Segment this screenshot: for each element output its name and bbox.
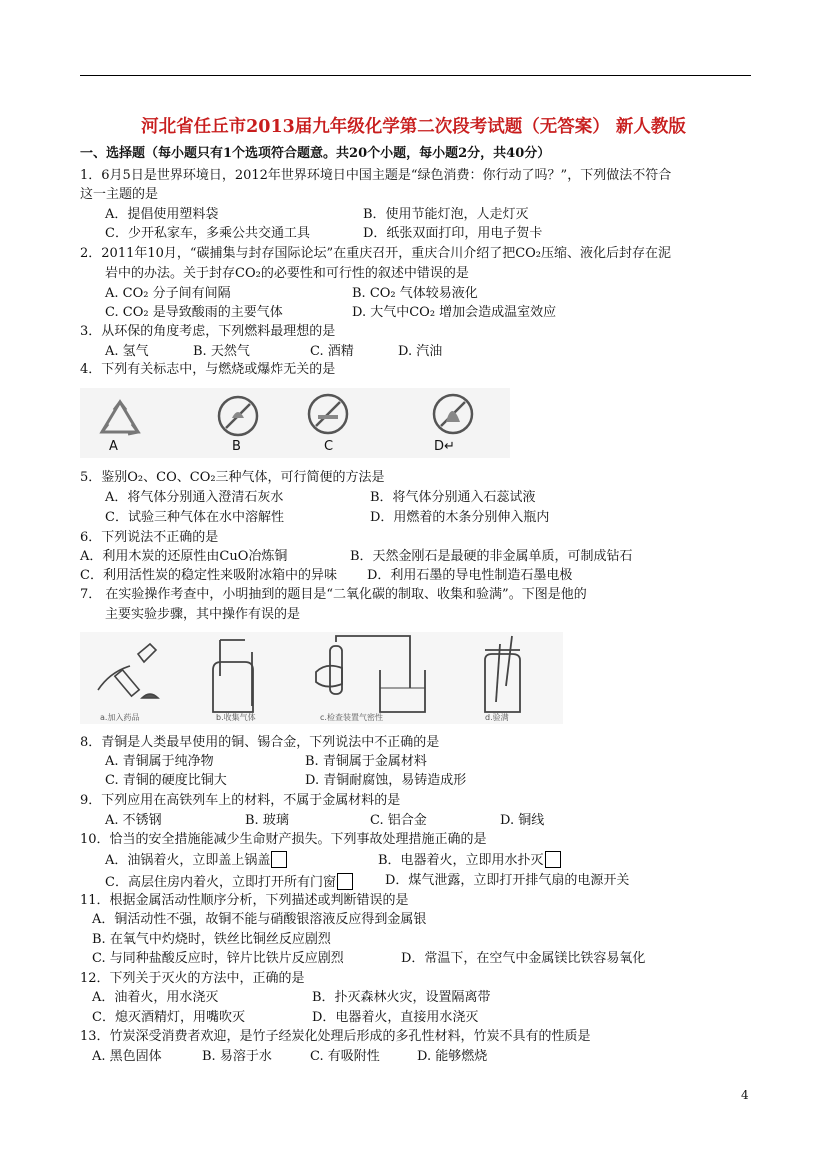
question-11: 11．根据金属活动性顺序分析，下列描述或判断错误的是 — [80, 893, 409, 908]
option-6b: B．天然金刚石是最硬的非金属单质，可制成钻石 — [350, 549, 633, 564]
header-rule — [80, 75, 751, 76]
option-13c: C. 有吸附性 — [310, 1049, 380, 1064]
q4-label-b: B — [232, 439, 241, 454]
option-10a-text: A．油锅着火，立即盖上锅盖 — [105, 853, 271, 868]
option-3c: C. 酒精 — [310, 344, 354, 359]
option-9d: D. 铜线 — [500, 813, 545, 828]
document-title: 河北省任丘市2013届九年级化学第二次段考试题（无答案） 新人教版 — [141, 117, 686, 137]
question-1-cont: 这一主题的是 — [80, 187, 159, 202]
option-13d: D. 能够燃烧 — [417, 1049, 488, 1064]
option-13b: B. 易溶于水 — [202, 1049, 272, 1064]
option-13a: A. 黑色固体 — [92, 1049, 162, 1064]
option-10a — [105, 851, 287, 869]
question-1: 1．6月5日是世界环境日，2012年世界环境日中国主题是“绿色消费：你行动了吗？”，下列做法不符合 — [80, 168, 672, 183]
question-7-cont: 主要实验步骤，其中操作有误的是 — [105, 607, 301, 622]
option-3a: A. 氢气 — [105, 344, 149, 359]
option-10b-text: B．电器着火，立即用水扑灭 — [378, 853, 544, 868]
q4-label-d: D↵ — [434, 439, 455, 454]
option-8b: B. 青铜属于金属材料 — [305, 754, 427, 769]
option-6c: C．利用活性炭的稳定性来吸附冰箱中的异味 — [80, 568, 337, 583]
option-12a: A．油着火，用水浇灭 — [92, 990, 219, 1005]
option-10b — [378, 851, 561, 869]
question-10: 10．恰当的安全措施能减少生命财产损失。下列事故处理措施正确的是 — [80, 832, 487, 847]
page-number: 4 — [741, 1088, 749, 1102]
option-1b: B．使用节能灯泡，人走灯灭 — [363, 207, 529, 222]
answer-box-10b — [545, 851, 561, 868]
question-3: 3．从环保的角度考虑，下列燃料最理想的是 — [80, 324, 336, 339]
option-2b: B. CO₂ 气体较易液化 — [352, 286, 478, 301]
option-5d: D．用燃着的木条分别伸入瓶内 — [370, 510, 550, 525]
option-1d: D．纸张双面打印，用电子贺卡 — [363, 226, 543, 241]
question-2-cont: 岩中的办法。关于封存CO₂的必要性和可行性的叙述中错误的是 — [105, 266, 469, 281]
option-1a: A．提倡使用塑料袋 — [105, 207, 219, 222]
option-11a: A．铜活动性不强，故铜不能与硝酸银溶液反应得到金属银 — [92, 912, 427, 927]
option-6d: D．利用石墨的导电性制造石墨电极 — [367, 568, 573, 583]
caption-d: d.验满 — [485, 713, 509, 722]
option-1c: C．少开私家车，多乘公共交通工具 — [105, 226, 310, 241]
question-2: 2．2011年10月，“碳捕集与封存国际论坛”在重庆召开，重庆合川介绍了把CO₂压缩、液化后封存在泥 — [80, 246, 672, 261]
option-8c: C. 青铜的硬度比铜大 — [105, 773, 227, 788]
option-10c — [105, 873, 353, 891]
question-13: 13．竹炭深受消费者欢迎，是竹子经炭化处理后形成的多孔性材料，竹炭不具有的性质是 — [80, 1029, 591, 1044]
question-6: 6．下列说法不正确的是 — [80, 530, 219, 545]
q4-label-c: C — [324, 439, 334, 454]
option-2d: D. 大气中CO₂ 增加会造成温室效应 — [352, 305, 557, 320]
option-12d: D．电器着火，直接用水浇灭 — [312, 1010, 479, 1025]
option-11c: C. 与同种盐酸反应时，锌片比铁片反应剧烈 — [92, 951, 344, 966]
option-8a: A. 青铜属于纯净物 — [105, 754, 214, 769]
option-5c: C．试验三种气体在水中溶解性 — [105, 510, 284, 525]
option-2c: C. CO₂ 是导致酸雨的主要气体 — [105, 305, 283, 320]
option-11d: D．常温下，在空气中金属镁比铁容易氧化 — [401, 951, 646, 966]
option-9c: C. 铝合金 — [370, 813, 427, 828]
q4-label-a: A — [109, 439, 118, 454]
option-8d: D. 青铜耐腐蚀，易铸造成形 — [305, 773, 467, 788]
option-5a: A．将气体分别通入澄清石灰水 — [105, 490, 284, 505]
option-10c-text: C．高层住房内着火，立即打开所有门窗 — [105, 875, 336, 890]
option-12c: C．熄灭酒精灯，用嘴吹灭 — [92, 1010, 245, 1025]
option-2a: A. CO₂ 分子间有间隔 — [105, 286, 231, 301]
question-9: 9．下列应用在高铁列车上的材料，不属于金属材料的是 — [80, 793, 401, 808]
caption-a: a.加入药品 — [100, 713, 140, 722]
section-heading: 一、选择题（每小题只有1个选项符合题意。共20个小题，每小题2分，共40分） — [80, 146, 551, 161]
caption-c: c.检查装置气密性 — [320, 713, 383, 722]
question-4: 4．下列有关标志中，与燃烧或爆炸无关的是 — [80, 362, 336, 377]
option-3b: B. 天然气 — [193, 344, 250, 359]
option-11b: B. 在氧气中灼烧时，铁丝比铜丝反应剧烈 — [92, 932, 331, 947]
option-9a: A. 不锈钢 — [105, 813, 162, 828]
option-5b: B．将气体分别通入石蕊试液 — [370, 490, 536, 505]
option-3d: D. 汽油 — [398, 344, 443, 359]
question-5: 5．鉴别O₂、CO、CO₂三种气体，可行简便的方法是 — [80, 470, 385, 485]
question-7: 7． 在实验操作考查中，小明抽到的题目是“二氧化碳的制取、收集和验满”。下图是他的 — [80, 587, 587, 602]
caption-b: b.收集气体 — [216, 713, 256, 722]
question-8: 8．青铜是人类最早使用的铜、锡合金，下列说法中不正确的是 — [80, 735, 440, 750]
q7-experiment-figure — [80, 632, 563, 724]
question-12: 12．下列关于灭火的方法中，正确的是 — [80, 971, 305, 986]
answer-box-10c — [337, 873, 353, 890]
option-12b: B．扑灭森林火灾，设置隔离带 — [312, 990, 491, 1005]
option-10d: D．煤气泄露，立即打开排气扇的电源开关 — [385, 873, 630, 888]
answer-box-10a — [271, 851, 287, 868]
option-9b: B. 玻璃 — [245, 813, 289, 828]
option-6a: A．利用木炭的还原性由CuO冶炼铜 — [80, 549, 288, 564]
